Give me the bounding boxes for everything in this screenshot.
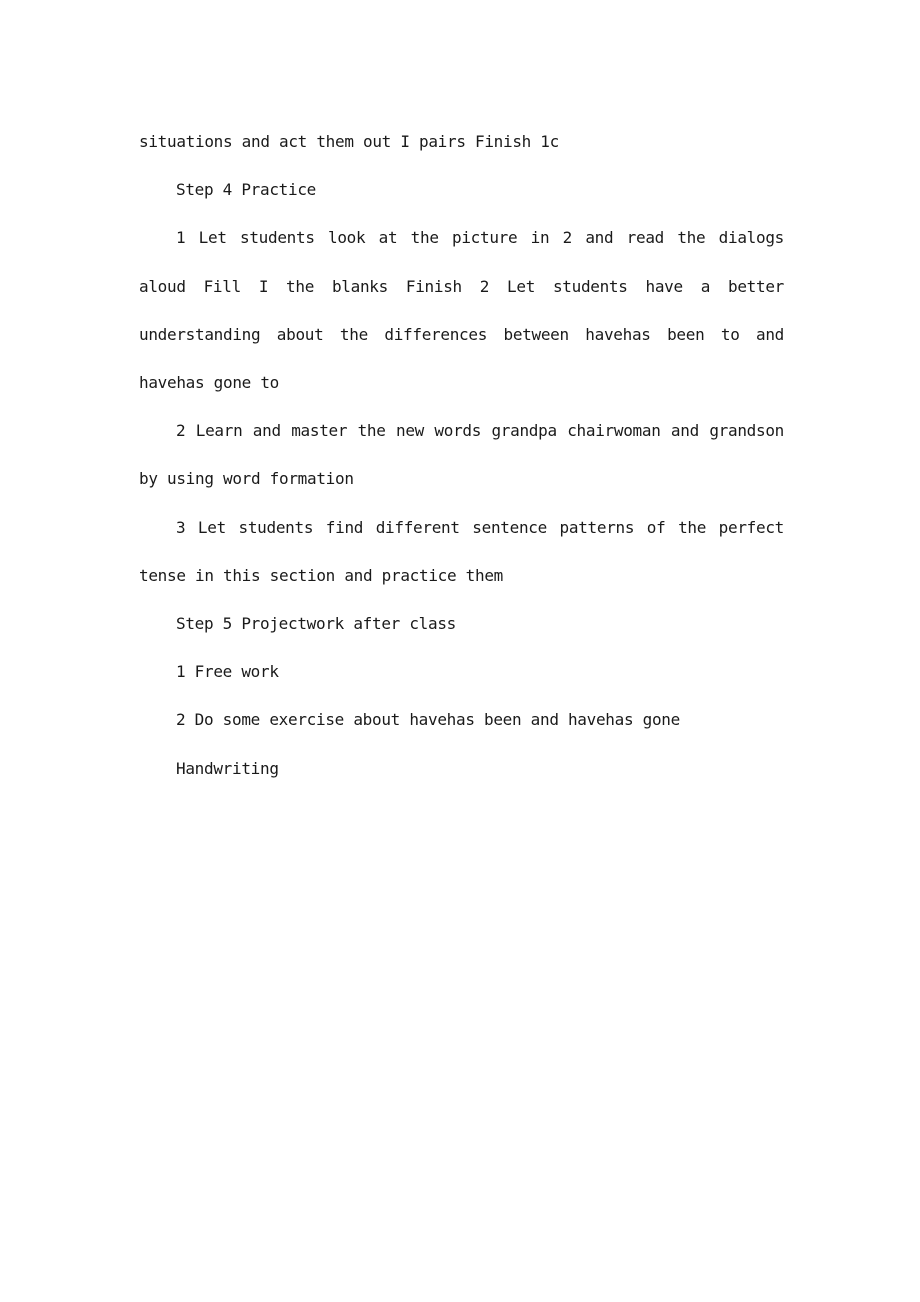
document-body: [139, 118, 784, 793]
paragraph-practice-2: 2 Learn and master the new words grandpa chairwoman and grandson by using word formation: [139, 421, 784, 489]
step-5-heading: Step 5 Projectwork after class: [176, 614, 456, 634]
handwriting-heading: Handwriting: [176, 758, 279, 778]
paragraph-practice-3: 3 Let students find different sentence patterns of the perfect tense in this section and practice them: [139, 517, 784, 585]
paragraph-free-work: 1 Free work: [176, 662, 279, 682]
paragraph-continuation: situations and act them out I pairs Finish 1c: [139, 132, 559, 151]
paragraph-practice-1: 1 Let students look at the picture in 2 and read the dialogs aloud Fill I the blanks Finish 2 Let students have a better understanding about the differences between havehas been to and havehas gone to: [139, 228, 784, 393]
step-4-heading: Step 4 Practice: [176, 180, 316, 200]
paragraph-exercise: 2 Do some exercise about havehas been and havehas gone: [176, 710, 680, 730]
